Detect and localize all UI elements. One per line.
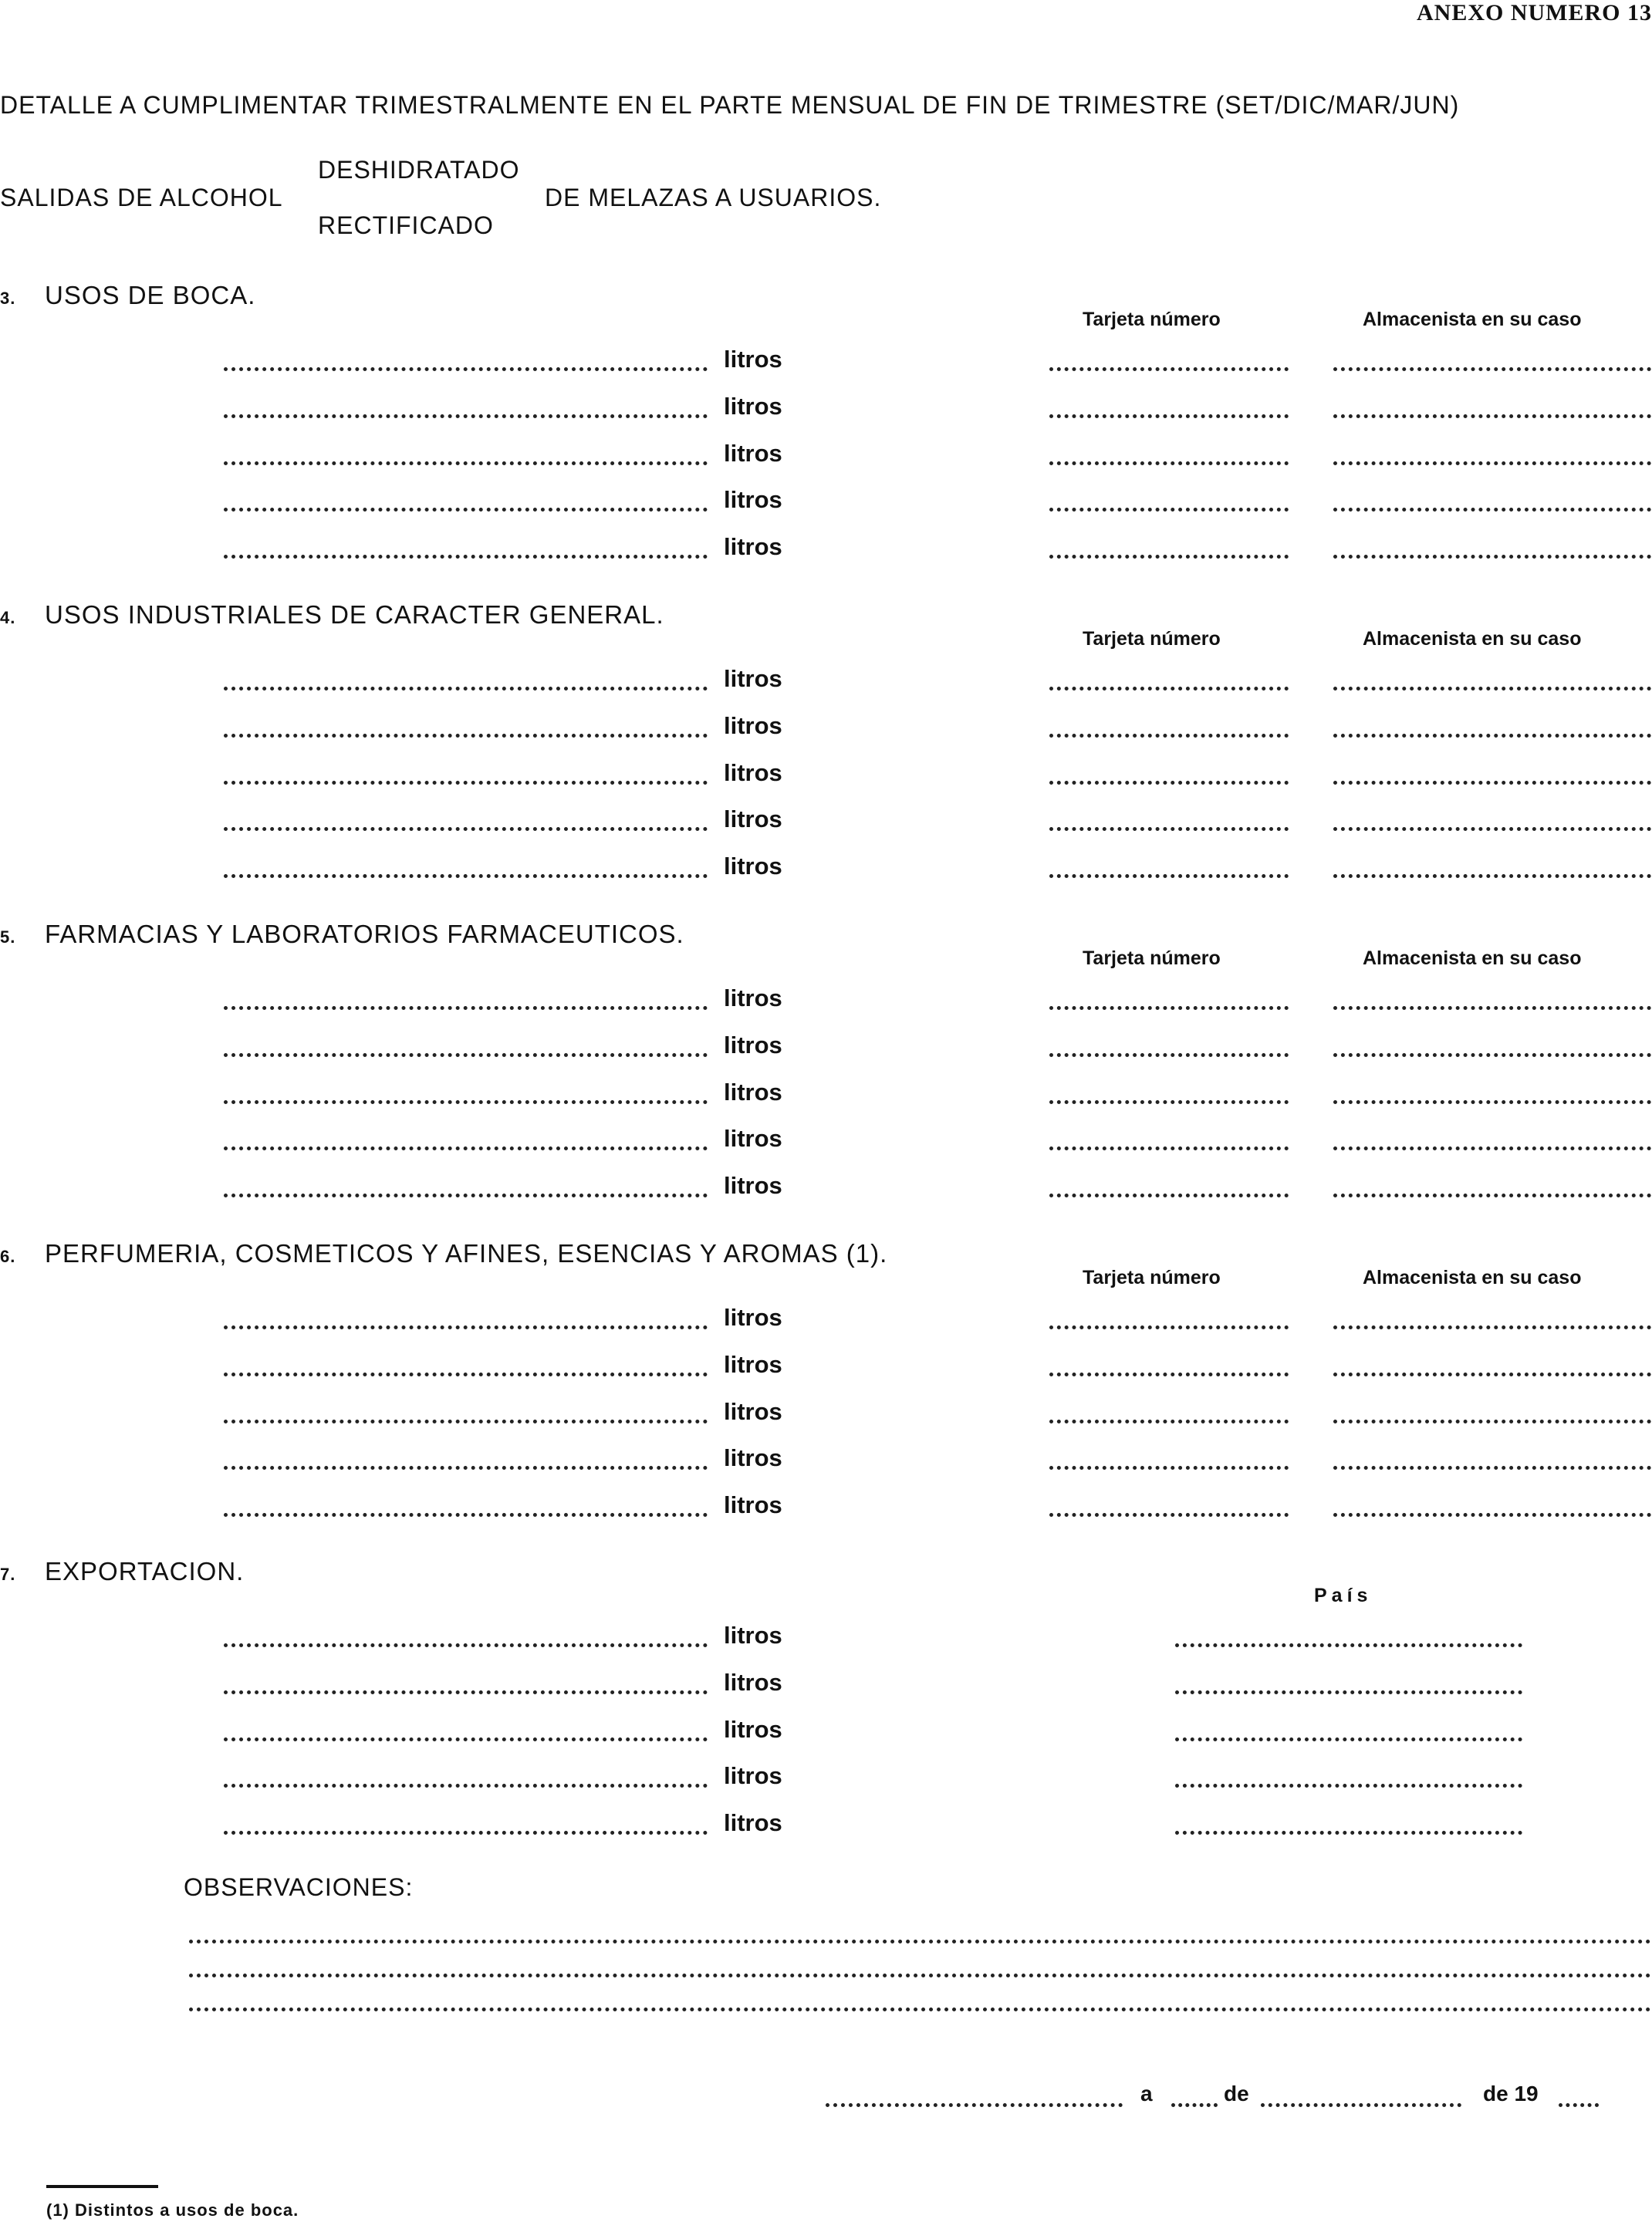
almacenista-field[interactable]	[1333, 555, 1651, 559]
observaciones-line[interactable]	[189, 1974, 1651, 1977]
tarjeta-field[interactable]	[1049, 508, 1289, 512]
section-usos-industriales	[0, 600, 664, 630]
litros-label: litros	[724, 1351, 782, 1378]
col-tarjeta-header: Tarjeta número	[1083, 947, 1221, 969]
col-pais-header: País	[1314, 1585, 1373, 1606]
tarjeta-field[interactable]	[1049, 1325, 1289, 1329]
tarjeta-field[interactable]	[1049, 414, 1289, 418]
pais-field[interactable]	[1175, 1643, 1522, 1647]
footnote: (1) Distintos a usos de boca.	[46, 2200, 299, 2220]
litros-label: litros	[724, 984, 782, 1011]
option-deshidratado: DESHIDRATADO	[318, 156, 520, 184]
day-field[interactable]	[1171, 2103, 1218, 2107]
tarjeta-field[interactable]	[1049, 827, 1289, 831]
litros-field[interactable]	[224, 1831, 708, 1835]
observaciones-label: OBSERVACIONES:	[184, 1873, 414, 1901]
section-perfumeria	[0, 1239, 887, 1268]
almacenista-field[interactable]	[1333, 874, 1651, 878]
litros-field[interactable]	[224, 1053, 708, 1057]
place-field[interactable]	[826, 2103, 1123, 2107]
litros-field[interactable]	[224, 414, 708, 418]
almacenista-field[interactable]	[1333, 687, 1651, 691]
litros-field[interactable]	[224, 734, 708, 738]
tarjeta-field[interactable]	[1049, 1513, 1289, 1517]
litros-field[interactable]	[224, 1194, 708, 1197]
section-title: FARMACIAS Y LABORATORIOS FARMACEUTICOS.	[45, 920, 684, 948]
section-number: 6.	[0, 1247, 16, 1266]
almacenista-field[interactable]	[1333, 781, 1651, 785]
section-number: 7.	[0, 1565, 16, 1584]
litros-field[interactable]	[224, 1146, 708, 1150]
litros-field[interactable]	[224, 1100, 708, 1104]
tarjeta-field[interactable]	[1049, 1053, 1289, 1057]
litros-field[interactable]	[224, 687, 708, 691]
litros-label: litros	[724, 1491, 782, 1518]
observaciones-line[interactable]	[189, 1940, 1651, 1943]
litros-label: litros	[724, 346, 782, 373]
almacenista-field[interactable]	[1333, 827, 1651, 831]
litros-label: litros	[724, 1304, 782, 1331]
almacenista-field[interactable]	[1333, 1146, 1651, 1150]
almacenista-field[interactable]	[1333, 508, 1651, 512]
tarjeta-field[interactable]	[1049, 1194, 1289, 1197]
litros-label: litros	[724, 1762, 782, 1789]
section-number: 4.	[0, 608, 16, 627]
almacenista-field[interactable]	[1333, 414, 1651, 418]
litros-field[interactable]	[224, 1690, 708, 1694]
salidas-prefix: SALIDAS DE ALCOHOL	[0, 184, 283, 211]
litros-label: litros	[724, 486, 782, 513]
section-title: USOS INDUSTRIALES DE CARACTER GENERAL.	[45, 600, 664, 629]
litros-field[interactable]	[224, 1325, 708, 1329]
pais-field[interactable]	[1175, 1784, 1522, 1788]
col-almacenista-header: Almacenista en su caso	[1363, 1267, 1582, 1288]
section-farmacias	[0, 920, 684, 949]
col-tarjeta-header: Tarjeta número	[1083, 309, 1221, 330]
detail-instruction: DETALLE A CUMPLIMENTAR TRIMESTRALMENTE EN EL PARTE MENSUAL DE FIN DE TRIMESTRE (SET/DIC/MAR/JUN)	[0, 91, 1460, 119]
litros-label: litros	[724, 759, 782, 786]
tarjeta-field[interactable]	[1049, 461, 1289, 465]
litros-label: litros	[724, 1172, 782, 1199]
almacenista-field[interactable]	[1333, 1100, 1651, 1104]
litros-label: litros	[724, 533, 782, 560]
salidas-suffix: DE MELAZAS A USUARIOS.	[545, 184, 882, 211]
litros-field[interactable]	[224, 1784, 708, 1788]
litros-label: litros	[724, 1716, 782, 1743]
litros-label: litros	[724, 712, 782, 739]
section-title: PERFUMERIA, COSMETICOS Y AFINES, ESENCIAS Y AROMAS (1).	[45, 1239, 888, 1268]
litros-label: litros	[724, 1032, 782, 1059]
litros-field[interactable]	[224, 1466, 708, 1470]
section-number: 3.	[0, 289, 16, 308]
almacenista-field[interactable]	[1333, 1513, 1651, 1517]
tarjeta-field[interactable]	[1049, 1006, 1289, 1010]
almacenista-field[interactable]	[1333, 1420, 1651, 1423]
litros-field[interactable]	[224, 781, 708, 785]
litros-field[interactable]	[224, 1513, 708, 1517]
tarjeta-field[interactable]	[1049, 1100, 1289, 1104]
almacenista-field[interactable]	[1333, 1194, 1651, 1197]
litros-label: litros	[724, 1669, 782, 1696]
tarjeta-field[interactable]	[1049, 555, 1289, 559]
litros-field[interactable]	[224, 827, 708, 831]
date-a-label: a	[1140, 2082, 1153, 2105]
litros-label: litros	[724, 1398, 782, 1425]
litros-label: litros	[724, 1079, 782, 1106]
litros-field[interactable]	[224, 1373, 708, 1376]
almacenista-field[interactable]	[1333, 1325, 1651, 1329]
pais-field[interactable]	[1175, 1831, 1522, 1835]
tarjeta-field[interactable]	[1049, 1373, 1289, 1376]
litros-label: litros	[724, 393, 782, 420]
litros-field[interactable]	[224, 1643, 708, 1647]
section-title: EXPORTACION.	[45, 1557, 245, 1585]
litros-field[interactable]	[224, 1737, 708, 1741]
section-title: USOS DE BOCA.	[45, 281, 256, 309]
year-field[interactable]	[1559, 2103, 1599, 2107]
footnote-rule	[46, 2185, 158, 2188]
almacenista-field[interactable]	[1333, 1373, 1651, 1376]
litros-field[interactable]	[224, 1420, 708, 1423]
litros-label: litros	[724, 665, 782, 692]
almacenista-field[interactable]	[1333, 461, 1651, 465]
option-rectificado: RECTIFICADO	[318, 211, 494, 239]
tarjeta-field[interactable]	[1049, 1146, 1289, 1150]
almacenista-field[interactable]	[1333, 734, 1651, 738]
observaciones-line[interactable]	[189, 2008, 1651, 2011]
col-tarjeta-header: Tarjeta número	[1083, 1267, 1221, 1288]
litros-field[interactable]	[224, 367, 708, 371]
date-de-label: de	[1224, 2082, 1249, 2105]
tarjeta-field[interactable]	[1049, 1420, 1289, 1423]
tarjeta-field[interactable]	[1049, 367, 1289, 371]
tarjeta-field[interactable]	[1049, 1466, 1289, 1470]
col-almacenista-header: Almacenista en su caso	[1363, 309, 1582, 330]
section-number: 5.	[0, 927, 16, 947]
litros-label: litros	[724, 805, 782, 832]
litros-label: litros	[724, 440, 782, 467]
almacenista-field[interactable]	[1333, 367, 1651, 371]
litros-field[interactable]	[224, 555, 708, 559]
litros-label: litros	[724, 1125, 782, 1152]
litros-label: litros	[724, 853, 782, 880]
col-almacenista-header: Almacenista en su caso	[1363, 947, 1582, 969]
month-field[interactable]	[1261, 2103, 1461, 2107]
col-almacenista-header: Almacenista en su caso	[1363, 628, 1582, 650]
almacenista-field[interactable]	[1333, 1053, 1651, 1057]
litros-label: litros	[724, 1622, 782, 1649]
litros-field[interactable]	[224, 461, 708, 465]
almacenista-field[interactable]	[1333, 1466, 1651, 1470]
tarjeta-field[interactable]	[1049, 734, 1289, 738]
section-usos-de-boca	[0, 281, 255, 310]
litros-field[interactable]	[224, 874, 708, 878]
pais-field[interactable]	[1175, 1737, 1522, 1741]
litros-field[interactable]	[224, 1006, 708, 1010]
date-de19-label: de 19	[1483, 2082, 1539, 2105]
litros-label: litros	[724, 1809, 782, 1836]
pais-field[interactable]	[1175, 1690, 1522, 1694]
tarjeta-field[interactable]	[1049, 874, 1289, 878]
almacenista-field[interactable]	[1333, 1006, 1651, 1010]
tarjeta-field[interactable]	[1049, 687, 1289, 691]
col-tarjeta-header: Tarjeta número	[1083, 628, 1221, 650]
litros-field[interactable]	[224, 508, 708, 512]
tarjeta-field[interactable]	[1049, 781, 1289, 785]
annex-number: ANEXO NUMERO 13	[1417, 0, 1652, 25]
section-exportacion	[0, 1557, 244, 1586]
litros-label: litros	[724, 1444, 782, 1471]
